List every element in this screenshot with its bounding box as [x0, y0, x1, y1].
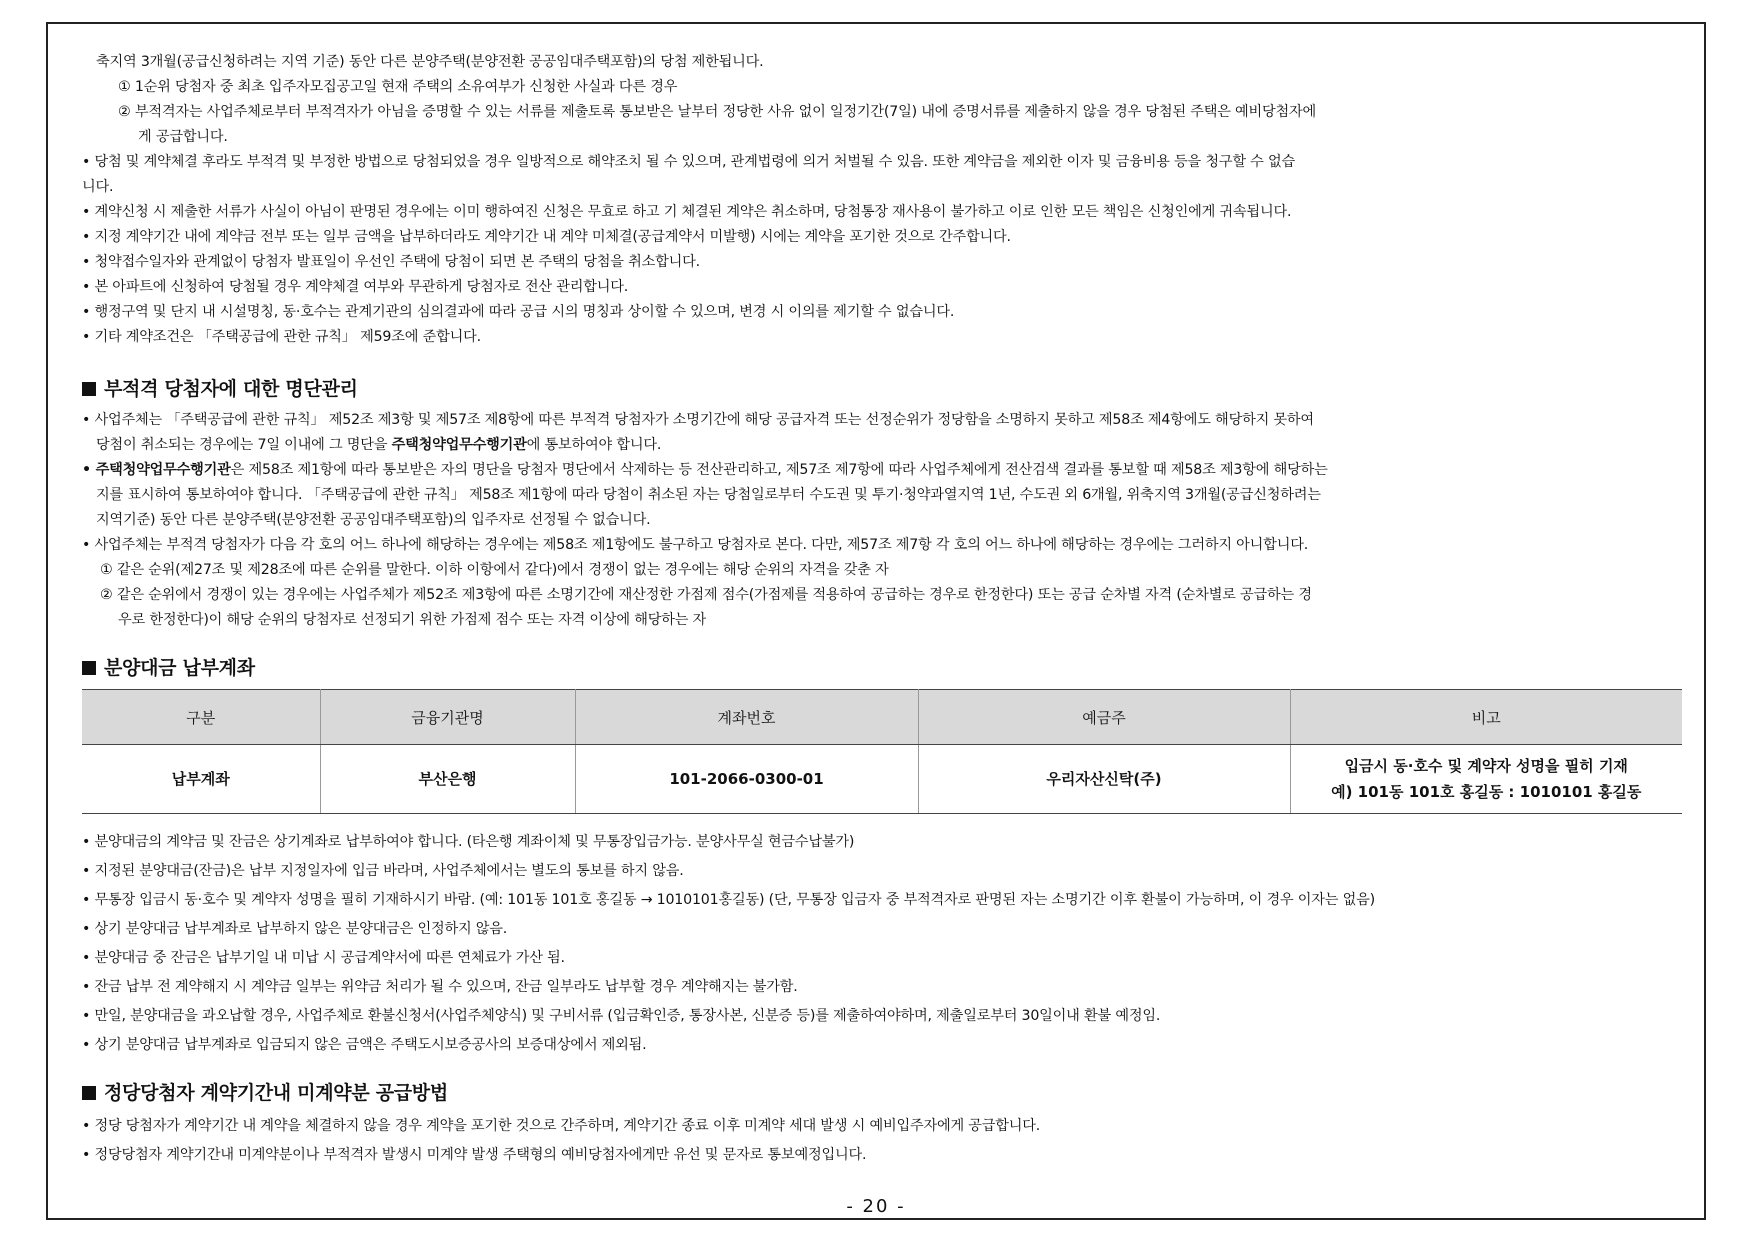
bullet-item: • 사업주체는 부적격 당첨자가 다음 각 호의 어느 하나에 해당하는 경우에는 제58조 제1항에도 불구하고 당첨자로 본다. 다만, 제57조 제7항 각 호의 어느 하나에 해당하는 경우에는 그러하지 아니합니다. [82, 537, 1309, 553]
text-line: ② 같은 순위에서 경쟁이 있는 경우에는 사업주체가 제52조 제3항에 따른 소명기간에 재산정한 가점제 점수(가점제를 적용하여 공급하는 경우로 한정한다) 또는 공급 순차별 자격 (순차별로 공급하는 경 [100, 587, 1312, 603]
bullet-item: • 지정된 분양대금(잔금)은 납부 지정일자에 입금 바라며, 사업주체에서는 별도의 통보를 하지 않음. [82, 863, 684, 879]
text-line: ② 부적격자는 사업주체로부터 부적격자가 아님을 증명할 수 있는 서류를 제출토록 통보받은 날부터 정당한 사유 없이 일정기간(7일) 내에 증명서류를 제출하지 않을 경우 당첨된 주택은 예비당첨자에 [118, 104, 1317, 120]
account-table [82, 689, 1682, 814]
text-line: 지를 표시하여 통보하여야 합니다. 「주택공급에 관한 규칙」 제58조 제1항에 따라 당첨이 취소된 자는 당첨일로부터 수도권 및 투기·청약과열지역 1년, 수도권 외 6개월, 위축지역 3개월(공급신청하려는 [96, 487, 1321, 503]
table-cell: 부산은행 [320, 745, 575, 814]
text-line: 우로 한정한다)이 해당 순위의 당첨자로 선정되기 위한 가점제 점수 또는 자격 이상에 해당하는 자 [118, 612, 707, 628]
bullet-item: • 기타 계약조건은 「주택공급에 관한 규칙」 제59조에 준합니다. [82, 329, 481, 345]
text-line: 게 공급합니다. [138, 129, 228, 145]
bullet-item: • 지정 계약기간 내에 계약금 전부 또는 일부 금액을 납부하더라도 계약기간 내 계약 미체결(공급계약서 미발행) 시에는 계약을 포기한 것으로 간주합니다. [82, 229, 1011, 245]
square-bullet-icon [82, 1086, 96, 1100]
bullet-item: • 분양대금의 계약금 및 잔금은 상기계좌로 납부하여야 합니다. (타은행 계좌이체 및 무통장입금가능. 분양사무실 현금수납불가) [82, 834, 855, 850]
bullet-item: • 상기 분양대금 납부계좌로 입금되지 않은 금액은 주택도시보증공사의 보증대상에서 제외됨. [82, 1037, 647, 1053]
text-line: 축지역 3개월(공급신청하려는 지역 기준) 동안 다른 분양주택(분양전환 공공임대주택포함)의 당첨 제한됩니다. [96, 54, 764, 70]
bullet-item: • 계약신청 시 제출한 서류가 사실이 아님이 판명된 경우에는 이미 행하여진 신청은 무효로 하고 기 체결된 계약은 취소하며, 당첨통장 재사용이 불가하고 이로 인한 모든 책임은 신청인에게 귀속됩니다. [82, 204, 1292, 220]
bullet-item: • 정당 당첨자가 계약기간 내 계약을 체결하지 않을 경우 계약을 포기한 것으로 간주하며, 계약기간 종료 이후 미계약 세대 발생 시 예비입주자에게 공급합니다. [82, 1118, 1041, 1134]
table-cell: 101-2066-0300-01 [575, 745, 918, 814]
bullet-item: • 무통장 입금시 동·호수 및 계약자 성명을 필히 기재하시기 바람. (예: 101동 101호 홍길동 → 1010101홍길동) (단, 무통장 입금자 중 부적격자로 판명된 자는 소명기간 이후 환불이 가능하며, 이 경우 이자는 없음) [82, 892, 1375, 908]
section-title: 정당당첨자 계약기간내 미계약분 공급방법 [104, 1082, 448, 1104]
table-header-cell: 예금주 [918, 690, 1290, 745]
bullet-item: • 잔금 납부 전 계약해지 시 계약금 일부는 위약금 처리가 될 수 있으며, 잔금 일부라도 납부할 경우 계약해지는 불가함. [82, 979, 798, 995]
bullet-item: • 청약접수일자와 관계없이 당첨자 발표일이 우선인 주택에 당첨이 되면 본 주택의 당첨을 취소합니다. [82, 254, 700, 270]
table-cell-note [1290, 745, 1682, 814]
section-heading [82, 653, 1682, 683]
section-heading [82, 374, 1682, 404]
section-heading [82, 1078, 1682, 1108]
table-header-row [82, 690, 1682, 745]
bullet-item: • 본 아파트에 신청하여 당첨될 경우 계약체결 여부와 무관하게 당첨자로 전산 관리합니다. [82, 279, 629, 295]
table-cell: 납부계좌 [82, 745, 320, 814]
text-line: ① 같은 순위(제27조 및 제28조에 따른 순위를 말한다. 이하 이항에서 같다)에서 경쟁이 없는 경우에는 해당 순위의 자격을 갖춘 자 [100, 562, 889, 578]
note-line: 예) 101동 101호 홍길동 : 1010101 홍길동 [1331, 783, 1642, 801]
bullet-item: • 분양대금 중 잔금은 납부기일 내 미납 시 공급계약서에 따른 연체료가 가산 됨. [82, 950, 565, 966]
bullet-item: • 행정구역 및 단지 내 시설명칭, 동·호수는 관계기관의 심의결과에 따라 공급 시의 명칭과 상이할 수 있으며, 변경 시 이의를 제기할 수 없습니다. [82, 304, 955, 320]
document-body [82, 50, 1682, 1170]
text-line: ① 1순위 당첨자 중 최초 입주자모집공고일 현재 주택의 소유여부가 신청한 사실과 다른 경우 [118, 79, 678, 95]
bullet-item [82, 458, 1682, 483]
text-span: 당첨이 취소되는 경우에는 7일 이내에 그 명단을 [96, 437, 392, 453]
text-span: 에 통보하여야 합니다. [526, 437, 662, 453]
bold-text: 주택청약업무수행기관 [391, 437, 527, 453]
table-cell: 우리자산신탁(주) [918, 745, 1290, 814]
square-bullet-icon [82, 661, 96, 675]
table-header-cell: 금융기관명 [320, 690, 575, 745]
page-number: - 20 - [846, 1196, 906, 1217]
section-title: 분양대금 납부계좌 [104, 657, 255, 679]
table-header-cell: 비고 [1290, 690, 1682, 745]
table-row [82, 745, 1682, 814]
section-title: 부적격 당첨자에 대한 명단관리 [104, 378, 358, 400]
bullet-item: • 당첨 및 계약체결 후라도 부적격 및 부정한 방법으로 당첨되었을 경우 일방적으로 해약조치 될 수 있으며, 관계법령에 의거 처벌될 수 있음. 또한 계약금을 제외한 이자 및 금융비용 등을 청구할 수 없습 [82, 154, 1295, 170]
bold-text: • 주택청약업무수행기관 [82, 462, 231, 478]
text-line: 지역기준) 동안 다른 분양주택(분양전환 공공임대주택포함)의 입주자로 선정될 수 없습니다. [96, 512, 651, 528]
text-line [82, 433, 1682, 458]
bullet-item: • 상기 분양대금 납부계좌로 납부하지 않은 분양대금은 인정하지 않음. [82, 921, 508, 937]
table-header-cell: 구분 [82, 690, 320, 745]
text-span: 은 제58조 제1항에 따라 통보받은 자의 명단을 당첨자 명단에서 삭제하는 등 전산관리하고, 제57조 제7항에 따라 사업주체에게 전산검색 결과를 통보할 때 제58조 제3항에 해당하는 [230, 462, 1328, 478]
bullet-item: • 사업주체는 「주택공급에 관한 규칙」 제52조 제3항 및 제57조 제8항에 따른 부적격 당첨자가 소명기간에 해당 공급자격 또는 선정순위가 정당함을 소명하지 못하고 제58조 제4항에도 해당하지 못하여 [82, 412, 1314, 428]
bullet-item: • 만일, 분양대금을 과오납할 경우, 사업주체로 환불신청서(사업주체양식) 및 구비서류 (입금확인증, 통장사본, 신분증 등)를 제출하여야하며, 제출일로부터 30일이내 환불 예정임. [82, 1008, 1161, 1024]
table-header-cell: 계좌번호 [575, 690, 918, 745]
text-line: 니다. [82, 179, 114, 195]
note-line: 입금시 동·호수 및 계약자 성명을 필히 기재 [1344, 757, 1628, 775]
square-bullet-icon [82, 382, 96, 396]
page-frame [46, 22, 1706, 1220]
bullet-item: • 정당당첨자 계약기간내 미계약분이나 부적격자 발생시 미계약 발생 주택형의 예비당첨자에게만 유선 및 문자로 통보예정입니다. [82, 1147, 867, 1163]
